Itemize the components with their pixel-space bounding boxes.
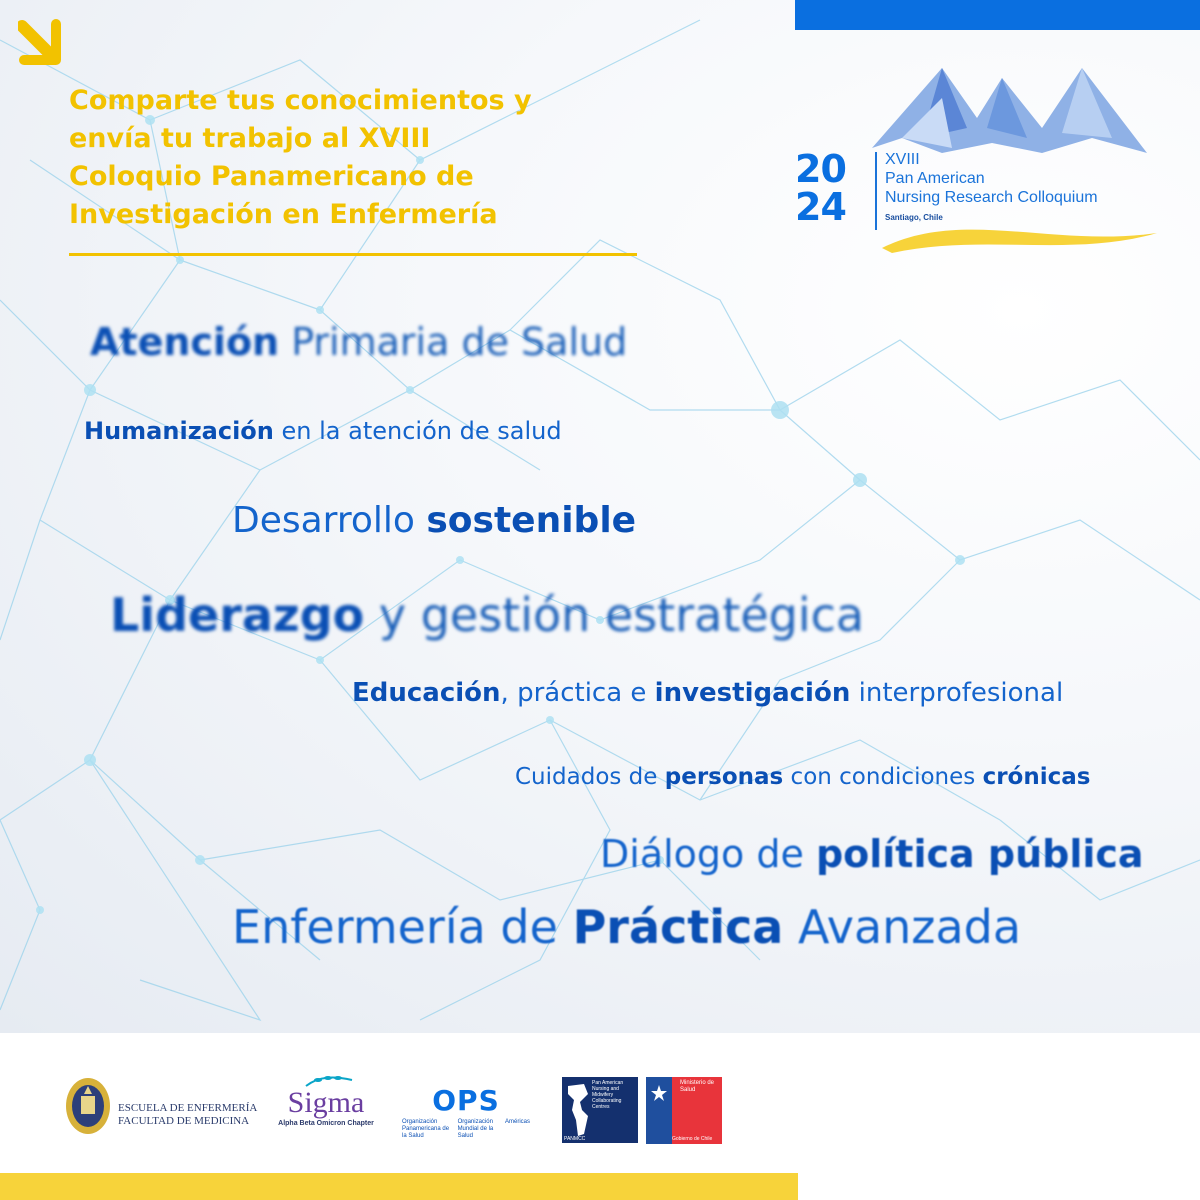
topic-text: Primaria de Salud — [279, 320, 628, 364]
headline — [69, 82, 649, 234]
event-title — [885, 150, 1098, 225]
topic-bold: Humanización — [84, 417, 274, 445]
topic-politica-publica — [600, 832, 1144, 876]
minsal-name-line1: Ministerio de — [680, 1080, 715, 1086]
topic-bold: investigación — [654, 678, 851, 708]
headline-line-2: envía tu trabajo al XVIII — [69, 123, 431, 154]
ops-subtitles — [402, 1119, 530, 1140]
topic-text: Diálogo de — [600, 832, 816, 876]
topic-text: y gestión estratégica — [364, 588, 865, 642]
ops-logo — [402, 1086, 530, 1140]
topic-educacion — [352, 678, 1063, 708]
bottom-accent-bar — [0, 1173, 798, 1200]
topic-text: Cuidados de — [515, 764, 665, 790]
escuela-enfermeria-logo — [118, 1102, 257, 1128]
panamcc-name: Pan American Nursing and Midwifery Collaborating Centres — [592, 1080, 624, 1110]
topic-bold: personas — [664, 764, 784, 790]
topic-text: Desarrollo — [232, 500, 427, 541]
topic-cuidados-cronicas — [515, 764, 1090, 790]
topic-practica-avanzada — [232, 900, 1021, 954]
minsal-government: Gobierno de Chile — [672, 1136, 713, 1142]
topic-bold: política pública — [815, 832, 1144, 876]
sigma-chapter: Alpha Beta Omicron Chapter — [278, 1120, 374, 1127]
panamcc-acronym: PANMCC — [564, 1136, 586, 1142]
escuela-name: ESCUELA DE ENFERMERÍA — [118, 1102, 258, 1114]
topic-text: en la atención de salud — [273, 417, 562, 445]
event-location: Santiago, Chile — [885, 213, 943, 222]
event-name-line2: Nursing Research Colloquium — [885, 189, 1098, 206]
topic-bold: crónicas — [982, 764, 1091, 790]
escuela-faculty: FACULTAD DE MEDICINA — [118, 1115, 250, 1127]
ministerio-salud-logo — [646, 1077, 722, 1144]
event-edition: XVIII — [885, 151, 920, 168]
topic-humanizacion — [84, 417, 562, 445]
sigma-logo — [278, 1074, 374, 1127]
arrow-down-right-icon — [18, 18, 70, 68]
headline-underline — [69, 253, 637, 256]
university-seal-icon — [64, 1076, 112, 1136]
headline-line-3: Coloquio Panamericano de — [69, 161, 474, 192]
top-accent-bar — [795, 0, 1200, 30]
ops-org-paho: Organización Panamericana de la Salud — [402, 1119, 450, 1139]
topic-bold: Atención — [90, 320, 280, 364]
event-name-line1: Pan American — [885, 170, 985, 187]
event-year — [795, 147, 846, 229]
ops-wordmark: OPS — [432, 1084, 500, 1117]
topic-desarrollo-sostenible — [232, 500, 636, 541]
topic-bold: Práctica — [572, 900, 784, 954]
minsal-name — [680, 1080, 714, 1094]
ops-org-who: Organización Mundial de la Salud — [457, 1119, 494, 1139]
headline-line-4: Investigación en Enfermería — [69, 199, 498, 230]
topic-bold: sostenible — [426, 500, 637, 541]
topic-text: con condiciones — [783, 764, 983, 790]
minsal-name-line2: Salud — [680, 1087, 696, 1093]
topic-text: Enfermería de — [232, 900, 573, 954]
sigma-wordmark: Sigma — [287, 1086, 365, 1119]
laurel-icon — [304, 1074, 354, 1088]
topic-text: , práctica e — [500, 678, 655, 708]
topic-liderazgo — [110, 588, 864, 642]
topic-text: Avanzada — [783, 900, 1022, 954]
headline-line-1: Comparte tus conocimientos y — [69, 85, 532, 116]
topic-atencion-primaria — [90, 320, 627, 364]
logo-divider — [875, 152, 877, 230]
ops-org-americas: Américas — [504, 1119, 530, 1125]
topic-bold: Educación — [352, 678, 501, 708]
event-year-top: 20 — [795, 147, 846, 191]
event-year-bottom: 24 — [795, 185, 846, 229]
topic-text: interprofesional — [850, 678, 1064, 708]
topic-bold: Liderazgo — [110, 588, 365, 642]
panamcc-logo — [562, 1077, 638, 1143]
